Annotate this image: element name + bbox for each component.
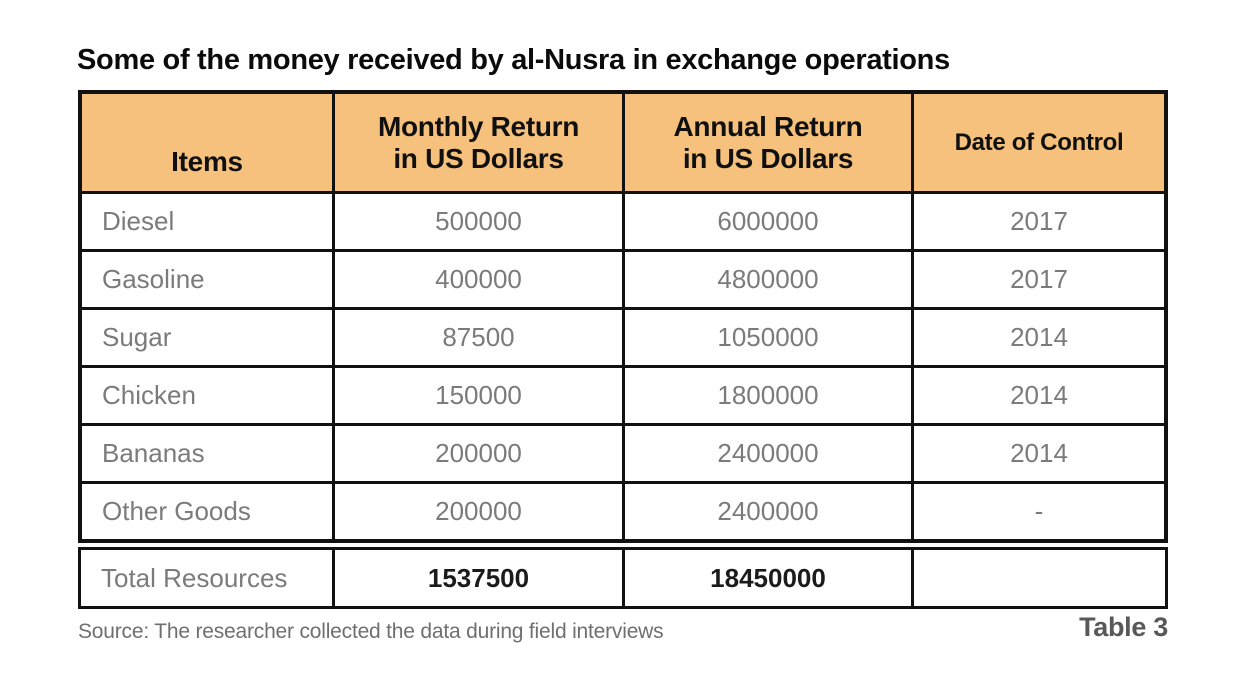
total-cell-label: Total Resources xyxy=(81,550,335,606)
cell-monthly: 500000 xyxy=(335,194,625,252)
header-cell-monthly xyxy=(335,94,625,194)
cell-annual: 6000000 xyxy=(625,194,914,252)
total-cell-annual: 18450000 xyxy=(625,550,914,606)
page-title: Some of the money received by al-Nusra in exchange operations xyxy=(77,44,950,76)
cell-annual: 1050000 xyxy=(625,310,914,368)
header-date-label: Date of Control xyxy=(954,128,1124,156)
cell-item: Other Goods xyxy=(82,484,335,539)
total-row xyxy=(78,547,1168,609)
header-cell-items xyxy=(82,94,335,194)
total-cell-monthly: 1537500 xyxy=(335,550,625,606)
data-table xyxy=(78,90,1168,543)
cell-item: Bananas xyxy=(82,426,335,484)
cell-monthly: 400000 xyxy=(335,252,625,310)
cell-monthly: 200000 xyxy=(335,484,625,539)
header-monthly-line2: in US Dollars xyxy=(393,142,564,174)
header-monthly-line1: Monthly Return xyxy=(377,110,580,142)
cell-date: 2017 xyxy=(914,194,1164,252)
cell-date: 2017 xyxy=(914,252,1164,310)
cell-item: Diesel xyxy=(82,194,335,252)
cell-date: 2014 xyxy=(914,368,1164,426)
source-note: Source: The researcher collected the data during field interviews xyxy=(78,620,664,643)
table-caption: Table 3 xyxy=(1079,612,1168,642)
header-annual-line2: in US Dollars xyxy=(682,142,854,174)
total-cell-date xyxy=(914,550,1165,606)
cell-monthly: 200000 xyxy=(335,426,625,484)
header-cell-date xyxy=(914,94,1164,194)
cell-annual: 2400000 xyxy=(625,484,914,539)
header-cell-annual xyxy=(625,94,914,194)
cell-date: 2014 xyxy=(914,426,1164,484)
cell-item: Gasoline xyxy=(82,252,335,310)
cell-item: Chicken xyxy=(82,368,335,426)
header-items-label: Items xyxy=(171,146,243,178)
cell-monthly: 87500 xyxy=(335,310,625,368)
cell-annual: 4800000 xyxy=(625,252,914,310)
cell-annual: 2400000 xyxy=(625,426,914,484)
cell-date: 2014 xyxy=(914,310,1164,368)
cell-item: Sugar xyxy=(82,310,335,368)
cell-annual: 1800000 xyxy=(625,368,914,426)
cell-date: - xyxy=(914,484,1164,539)
header-annual-line1: Annual Return xyxy=(673,110,863,142)
cell-monthly: 150000 xyxy=(335,368,625,426)
